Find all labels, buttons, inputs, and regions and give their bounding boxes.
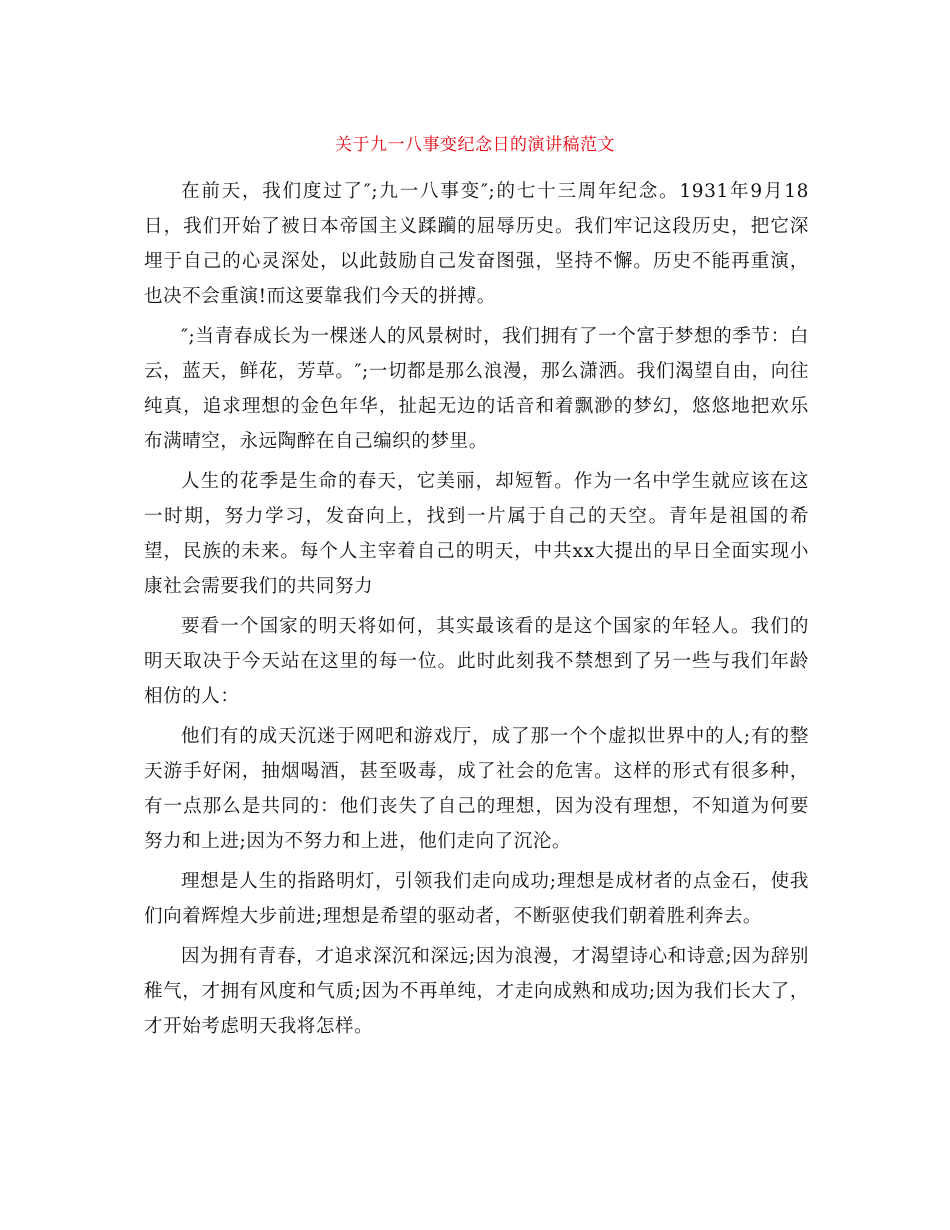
document-title: 关于九一八事变纪念日的演讲稿范文 — [335, 135, 615, 155]
paragraph-2: ″;当青春成长为一棵迷人的风景树时，我们拥有了一个富于梦想的季节：白云，蓝天，鲜花，芳草。″;一切都是那么浪漫，那么潇洒。我们渴望自由，向往纯真，追求理想的金色年华，扯起无边的话音和着飘渺的梦幻，悠悠地把欢乐布满晴空，永远陶醉在自己编织的梦里。 — [144, 326, 809, 452]
document-body — [144, 174, 809, 1049]
paragraph-6: 理想是人生的指路明灯，引领我们走向成功;理想是成材者的点金石，使我们向着辉煌大步前进;理想是希望的驱动者，不断驱使我们朝着胜利奔去。 — [144, 871, 809, 927]
paragraph-4: 要看一个国家的明天将如何，其实最该看的是这个国家的年轻人。我们的明天取决于今天站在这里的每一位。此时此刻我不禁想到了另一些与我们年龄相仿的人： — [144, 616, 809, 707]
paragraph-5: 他们有的成天沉迷于网吧和游戏厅，成了那一个个虚拟世界中的人;有的整天游手好闲，抽烟喝酒，甚至吸毒，成了社会的危害。这样的形式有很多种，有一点那么是共同的：他们丧失了自己的理想，因为没有理想，不知道为何要努力和上进;因为不努力和上进，他们走向了沉沦。 — [144, 726, 809, 852]
paragraph-3: 人生的花季是生命的春天，它美丽，却短暂。作为一名中学生就应该在这一时期，努力学习，发奋向上，找到一片属于自己的天空。青年是祖国的希望，民族的未来。每个人主宰着自己的明天，中共xx大提出的早日全面实现小康社会需要我们的共同努力 — [144, 471, 809, 597]
paragraph-7: 因为拥有青春，才追求深沉和深远;因为浪漫，才渴望诗心和诗意;因为辞别稚气，才拥有风度和气质;因为不再单纯，才走向成熟和成功;因为我们长大了，才开始考虑明天我将怎样。 — [144, 946, 809, 1037]
paragraph-1: 在前天，我们度过了″;九一八事变″;的七十三周年纪念。1931年9月18日，我们开始了被日本帝国主义蹂躏的屈辱历史。我们牢记这段历史，把它深埋于自己的心灵深处，以此鼓励自己发奋图强，坚持不懈。历史不能再重演，也决不会重演!而这要靠我们今天的拼搏。 — [144, 181, 809, 307]
